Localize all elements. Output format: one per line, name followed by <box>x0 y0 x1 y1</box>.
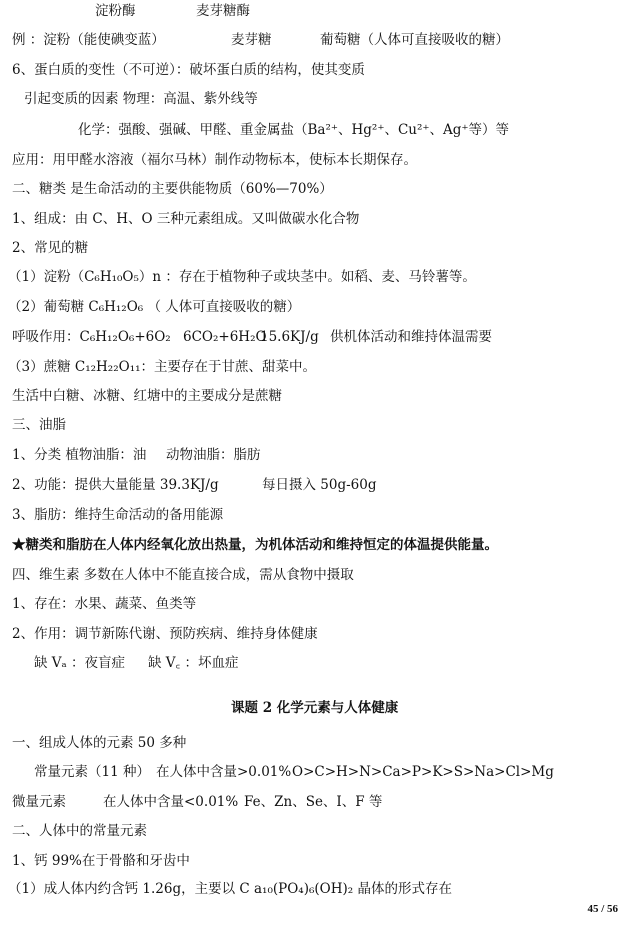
text-segment: 二、人体中的常量元素 <box>12 823 147 839</box>
text-segment: 呼吸作用：C₆H₁₂O₆+6O₂ <box>12 329 171 345</box>
text-segment: O>C>H>N>Ca>P>K>S>Na>Cl>Mg <box>292 764 554 780</box>
text-segment: 麦芽糖酶 <box>196 3 250 19</box>
page-number: 45 / 56 <box>587 903 618 915</box>
text-segment: 微量元素 <box>12 794 66 810</box>
text-segment: 动物油脂：脂肪 <box>166 447 261 463</box>
text-segment: 2、常见的糖 <box>12 240 89 256</box>
text-segment: 1、钙 99%在于骨骼和牙齿中 <box>12 853 190 869</box>
text-segment: 常量元素（11 种） <box>34 764 150 780</box>
text-segment: 2、功能：提供大量能量 39.3KJ/g <box>12 477 219 493</box>
text-segment: 例 ：淀粉（能使碘变蓝） <box>12 32 165 48</box>
text-segment: 15.6KJ/g <box>260 329 319 345</box>
text-segment: 化学：强酸、强碱、甲醛、重金属盐（Ba²⁺、Hg²⁺、Cu²⁺、Ag⁺等）等 <box>78 122 510 138</box>
text-segment: 麦芽糖 <box>231 32 272 48</box>
text-segment: 缺 V꜀ ：坏血症 <box>148 655 239 671</box>
text-segment: 在人体中含量<0.01% <box>103 794 239 810</box>
text-segment: （2）葡萄糖 C₆H₁₂O₆ （ 人体可直接吸收的糖） <box>8 299 301 315</box>
text-segment: 3、脂肪：维持生命活动的备用能源 <box>12 507 224 523</box>
text-segment: Fe、Zn、Se、I、F 等 <box>244 794 383 810</box>
text-segment: 2、作用：调节新陈代谢、预防疾病、维持身体健康 <box>12 626 318 642</box>
text-segment: 在人体中含量>0.01% <box>156 764 292 780</box>
text-segment: （1）淀粉（C₆H₁₀O₅）n ：存在于植物种子或块茎中。如稻、麦、马铃薯等。 <box>8 269 476 285</box>
text-segment: 一、组成人体的元素 50 多种 <box>12 735 187 751</box>
text-segment: 四、维生素 多数在人体中不能直接合成，需从食物中摄取 <box>12 567 354 583</box>
text-segment: 二、糖类 是生命活动的主要供能物质（60%—70%） <box>12 181 333 197</box>
text-segment: 每日摄入 50g-60g <box>262 477 377 493</box>
text-segment: 课题 2 化学元素与人体健康 <box>231 700 399 716</box>
text-segment: 1、组成：由 C、H、O 三种元素组成。又叫做碳水化合物 <box>12 211 360 227</box>
text-segment: 供机体活动和维持体温需要 <box>330 329 492 345</box>
text-segment: 6、蛋白质的变性（不可逆）：破坏蛋白质的结构，使其变质 <box>12 62 365 78</box>
text-segment: 淀粉酶 <box>95 3 136 19</box>
text-segment: 1、分类 植物油脂：油 <box>12 447 147 463</box>
text-segment: 三、油脂 <box>12 417 66 433</box>
text-segment: （3）蔗糖 C₁₂H₂₂O₁₁：主要存在于甘蔗、甜菜中。 <box>8 359 317 375</box>
text-segment: 引起变质的因素 物理：高温、紫外线等 <box>24 91 258 107</box>
text-segment: 生活中白糖、冰糖、红塘中的主要成分是蔗糖 <box>12 388 282 404</box>
text-segment: （1）成人体内约含钙 1.26g，主要以 C a₁₀(PO₄)₆(OH)₂ 晶体的形式存在 <box>8 881 452 897</box>
text-segment: 6CO₂+6H₂O <box>183 329 267 345</box>
text-segment: 葡萄糖（人体可直接吸收的糖） <box>320 32 509 48</box>
text-segment: 1、存在：水果、蔬菜、鱼类等 <box>12 596 197 612</box>
text-segment: 应用：用甲醛水溶液（福尔马林）制作动物标本，使标本长期保存。 <box>12 152 417 168</box>
text-segment: 缺 Vₐ ：夜盲症 <box>34 655 126 671</box>
text-segment: ★糖类和脂肪在人体内经氧化放出热量，为机体活动和维持恒定的体温提供能量。 <box>12 537 498 553</box>
